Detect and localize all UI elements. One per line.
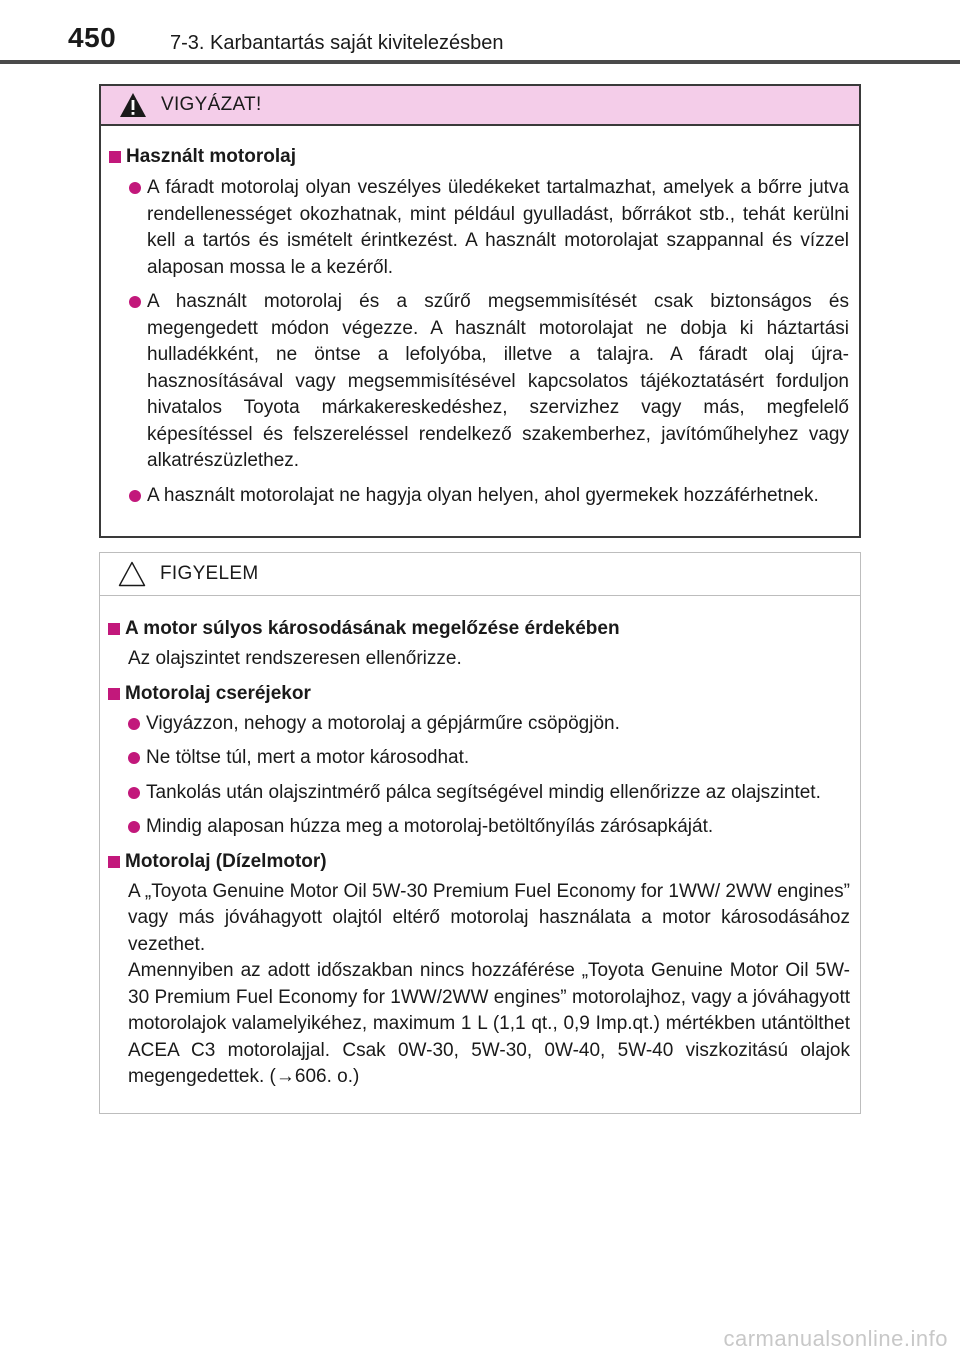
circle-bullet-icon: [128, 718, 140, 730]
list-item-text: A használt motorolajat ne hagyja olyan helyen, ahol gyermekek hozzáférhetnek.: [147, 484, 819, 506]
list-item-text: Vigyázzon, nehogy a motorolaj a gépjárműre csöpögjön.: [146, 712, 620, 734]
square-bullet-icon: [108, 623, 120, 635]
warning-label: VIGYÁZAT!: [161, 94, 262, 115]
list-item: [128, 745, 850, 772]
list-item: [129, 289, 849, 475]
square-bullet-icon: [108, 688, 120, 700]
paragraph: Amennyiben az adott időszakban nincs hozzáférése „Toyota Genuine Motor Oil 5W-30 Premium Fuel Economy for 1WW/2WW engines” motorolajhoz, vagy a jóváhagyott motorolajok valamelyikéhez, maximum 1 L (1,1 qt., 0,9 Imp.qt.) mértékben utántölthet ACEA C3 motorolajjal. Csak 0W-30, 5W-30, 0W-40, 5W-40 viszkozitású olajok megengedettek. (→606. o.): [128, 960, 850, 1087]
warning-box-header: [101, 86, 859, 126]
list-item: [128, 711, 850, 738]
circle-bullet-icon: [128, 752, 140, 764]
watermark: carmanualsonline.info: [723, 1326, 948, 1351]
section-title: 7-3. Karbantartás saját kivitelezésben: [170, 32, 504, 54]
notice-label: FIGYELEM: [160, 563, 259, 584]
circle-bullet-icon: [129, 296, 141, 308]
page-header: [0, 0, 960, 62]
circle-bullet-icon: [128, 821, 140, 833]
list-item: [129, 175, 849, 281]
section-heading: [106, 849, 850, 875]
list-item: [128, 780, 850, 807]
list-item: [129, 483, 849, 510]
list-item-text: Tankolás után olajszintmérő pálca segítségével mindig ellenőrizze az olajszintet.: [146, 781, 821, 803]
notice-box-body: [100, 596, 860, 1091]
caution-triangle-icon: [118, 561, 146, 587]
heading-text: Használt motorolaj: [126, 146, 296, 167]
list-item-text: Mindig alaposan húzza meg a motorolaj-betöltőnyílás zárósapkáját.: [146, 816, 714, 837]
page-number: 450: [68, 22, 117, 53]
square-bullet-icon: [108, 856, 120, 868]
circle-bullet-icon: [129, 490, 141, 502]
paragraph: A „Toyota Genuine Motor Oil 5W-30 Premium Fuel Economy for 1WW/ 2WW engines” vagy más jóváhagyott olajtól eltérő motorolaj használata a motor károsodásához vezethet.: [128, 880, 850, 955]
section-heading: [107, 144, 849, 170]
list-item-text: A használt motorolaj és a szűrő megsemmisítését csak biztonságos és megengedett módon végezze. A használt motorolajat ne dobja ki háztartási hulladékként, ne öntse a lefolyóba, illetve a talajra. A fáradt olaj újrahasznosításával vagy megsemmisítésével kapcsolatos tájékoztatásért forduljon hivatalos Toyota márkakereskedéshez, szervizhez vagy más, megfelelő képesítéssel és felszereléssel rendelkező szakemberhez, javítóműhelyhez vagy alkatrészüzlethez.: [147, 291, 849, 471]
header-rule: [0, 60, 960, 64]
heading-text: Motorolaj (Dízelmotor): [125, 850, 327, 872]
warning-box: [99, 84, 861, 538]
list-item: [128, 814, 850, 841]
circle-bullet-icon: [128, 787, 140, 799]
section-heading: [106, 681, 850, 707]
list-item-text: Ne töltse túl, mert a motor károsodhat.: [146, 747, 470, 768]
section-heading: [106, 616, 850, 642]
warning-box-body: [101, 126, 859, 509]
paragraph: Az olajszintet rendszeresen ellenőrizze.: [128, 648, 462, 669]
heading-text: Motorolaj cseréjekor: [125, 682, 311, 704]
square-bullet-icon: [109, 151, 121, 163]
list-item-text: A fáradt motorolaj olyan veszélyes üledékeket tartalmazhat, amelyek a bőrre jutva rendellenességet okozhatnak, mint például gyulladást, bőrrákot stb., tehát kerülni kell a tartós és ismételt érintkezést. A használt motorolajat szappannal és vízzel alaposan mossa le a kezéről.: [147, 177, 849, 278]
heading-text: A motor súlyos károsodásának megelőzése érdekében: [125, 618, 620, 639]
notice-box: [99, 552, 861, 1114]
circle-bullet-icon: [129, 182, 141, 194]
warning-triangle-icon: [119, 92, 147, 118]
notice-box-header: [100, 553, 860, 596]
